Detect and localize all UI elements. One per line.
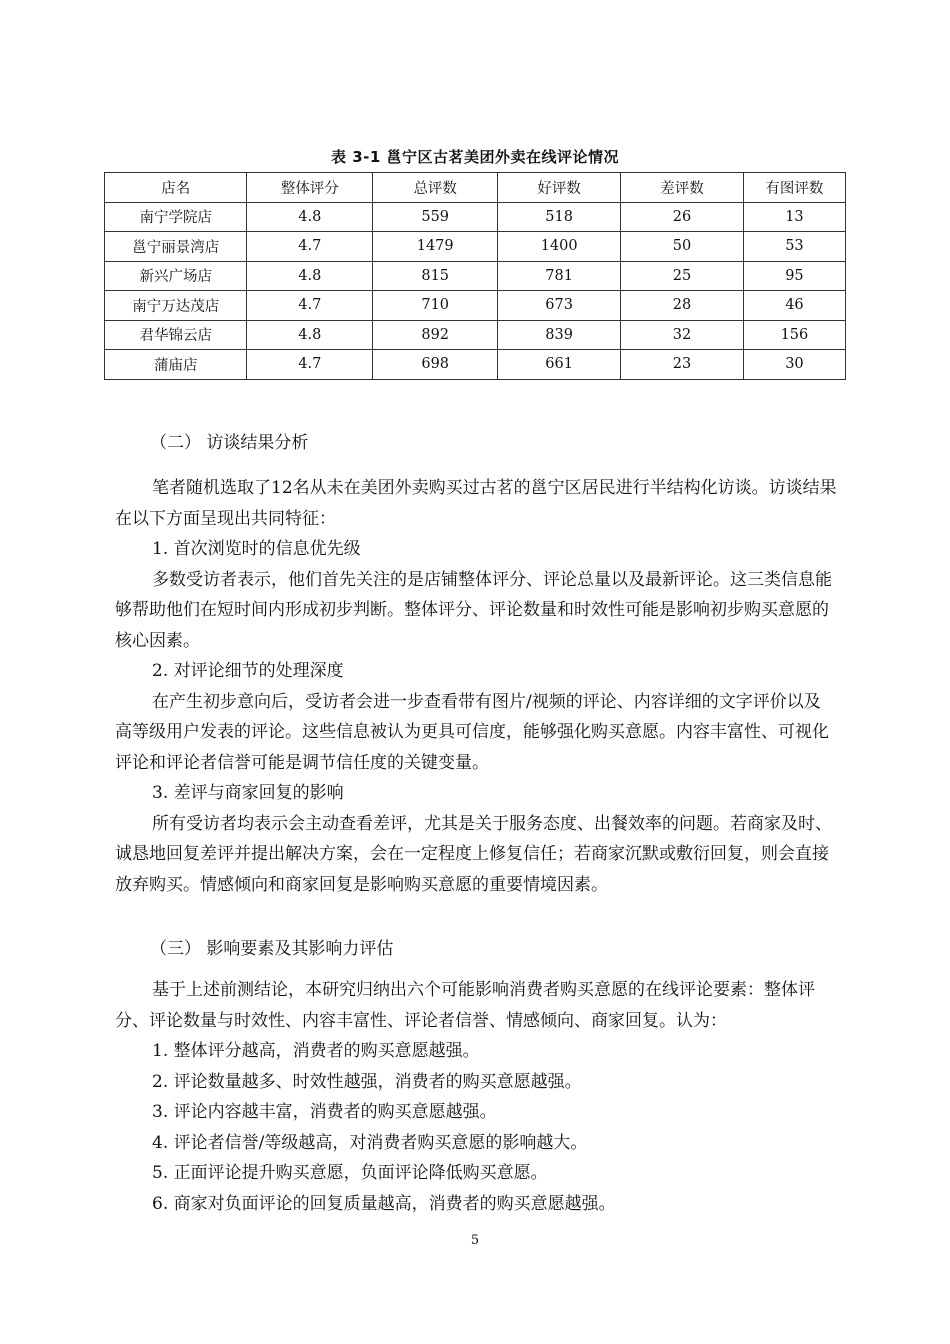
interview-block [115, 473, 837, 900]
table-cell: 32 [621, 320, 744, 350]
header-cell: 整体评分 [247, 173, 373, 203]
point-1-paragraph: 多数受访者表示，他们首先关注的是店铺整体评分、评论总量以及最新评论。这三类信息能够帮助他们在短时间内形成初步判断。整体评分、评论数量和时效性可能是影响初步购买意愿的核心因素。 [115, 569, 832, 651]
section-heading-interview: （二） 访谈结果分析 [150, 433, 309, 453]
table-row [105, 261, 846, 291]
table-cell: 673 [498, 291, 621, 321]
interview-intro-paragraph: 笔者随机选取了12名从未在美团外卖购买过古茗的邕宁区居民进行半结构化访谈。访谈结果在以下方面呈现出共同特征： [115, 478, 837, 529]
table-cell: 蒲庙店 [105, 350, 247, 380]
table-cell: 518 [498, 202, 621, 232]
table-cell: 892 [373, 320, 498, 350]
point-3-paragraph: 所有受访者均表示会主动查看差评，尤其是关于服务态度、出餐效率的问题。若商家及时、诚恳地回复差评并提出解决方案，会在一定程度上修复信任；若商家沉默或敷衍回复，则会直接放弃购买。情感倾向和商家回复是影响购买意愿的重要情境因素。 [115, 813, 832, 895]
header-cell: 有图评数 [743, 173, 845, 203]
table-cell: 1400 [498, 232, 621, 262]
table-caption: 表 3-1 邕宁区古茗美团外卖在线评论情况 [330, 148, 620, 166]
table-header-row [105, 173, 846, 203]
table-cell: 南宁学院店 [105, 202, 247, 232]
table-cell: 781 [498, 261, 621, 291]
table-cell: 839 [498, 320, 621, 350]
point-2-title: 2. 对评论细节的处理深度 [152, 661, 344, 681]
table-row [105, 291, 846, 321]
point-1-title: 1. 首次浏览时的信息优先级 [152, 539, 361, 559]
table-row [105, 202, 846, 232]
table-row [105, 232, 846, 262]
point-3-title: 3. 差评与商家回复的影响 [152, 783, 344, 803]
factor-item: 3. 评论内容越丰富，消费者的购买意愿越强。 [152, 1102, 497, 1122]
page-number: 5 [470, 1233, 480, 1248]
header-cell: 总评数 [373, 173, 498, 203]
header-cell: 差评数 [621, 173, 744, 203]
factor-item: 4. 评论者信誉/等级越高，对消费者购买意愿的影响越大。 [152, 1132, 588, 1153]
review-stats-table [104, 172, 846, 380]
table-cell: 新兴广场店 [105, 261, 247, 291]
table-cell: 4.7 [247, 232, 373, 262]
table-cell: 23 [621, 350, 744, 380]
table-cell: 4.8 [247, 261, 373, 291]
table-cell: 4.8 [247, 202, 373, 232]
table-cell: 661 [498, 350, 621, 380]
table-cell: 13 [743, 202, 845, 232]
table-cell: 815 [373, 261, 498, 291]
point-2-paragraph: 在产生初步意向后，受访者会进一步查看带有图片/视频的评论、内容详细的文字评价以及高等级用户发表的评论。这些信息被认为更具可信度，能够强化购买意愿。内容丰富性、可视化评论和评论者信誉可能是调节信任度的关键变量。 [115, 691, 829, 773]
factor-item: 6. 商家对负面评论的回复质量越高，消费者的购买意愿越强。 [152, 1193, 616, 1214]
table-cell: 28 [621, 291, 744, 321]
table-cell: 30 [743, 350, 845, 380]
table-cell: 50 [621, 232, 744, 262]
header-cell: 好评数 [498, 173, 621, 203]
table-cell: 26 [621, 202, 744, 232]
table-cell: 698 [373, 350, 498, 380]
table-cell: 君华锦云店 [105, 320, 247, 350]
table-cell: 25 [621, 261, 744, 291]
table-row [105, 350, 846, 380]
table-row [105, 320, 846, 350]
factors-intro-paragraph: 基于上述前测结论，本研究归纳出六个可能影响消费者购买意愿的在线评论要素：整体评分、评论数量与时效性、内容丰富性、评论者信誉、情感倾向、商家回复。认为： [115, 980, 815, 1031]
table-cell: 559 [373, 202, 498, 232]
table-cell: 1479 [373, 232, 498, 262]
table-cell: 95 [743, 261, 845, 291]
table-cell: 邕宁丽景湾店 [105, 232, 247, 262]
factor-item: 5. 正面评论提升购买意愿，负面评论降低购买意愿。 [152, 1163, 548, 1183]
section-heading-factors: （三） 影响要素及其影响力评估 [150, 939, 394, 959]
header-cell: 店名 [105, 173, 247, 203]
table-cell: 156 [743, 320, 845, 350]
table-cell: 710 [373, 291, 498, 321]
table-cell: 4.8 [247, 320, 373, 350]
factor-item: 2. 评论数量越多、时效性越强，消费者的购买意愿越强。 [152, 1071, 582, 1092]
table-cell: 4.7 [247, 291, 373, 321]
table-cell: 46 [743, 291, 845, 321]
table-cell: 4.7 [247, 350, 373, 380]
table-cell: 53 [743, 232, 845, 262]
table-cell: 南宁万达茂店 [105, 291, 247, 321]
factor-item: 1. 整体评分越高，消费者的购买意愿越强。 [152, 1041, 480, 1061]
factors-block [115, 975, 837, 1219]
